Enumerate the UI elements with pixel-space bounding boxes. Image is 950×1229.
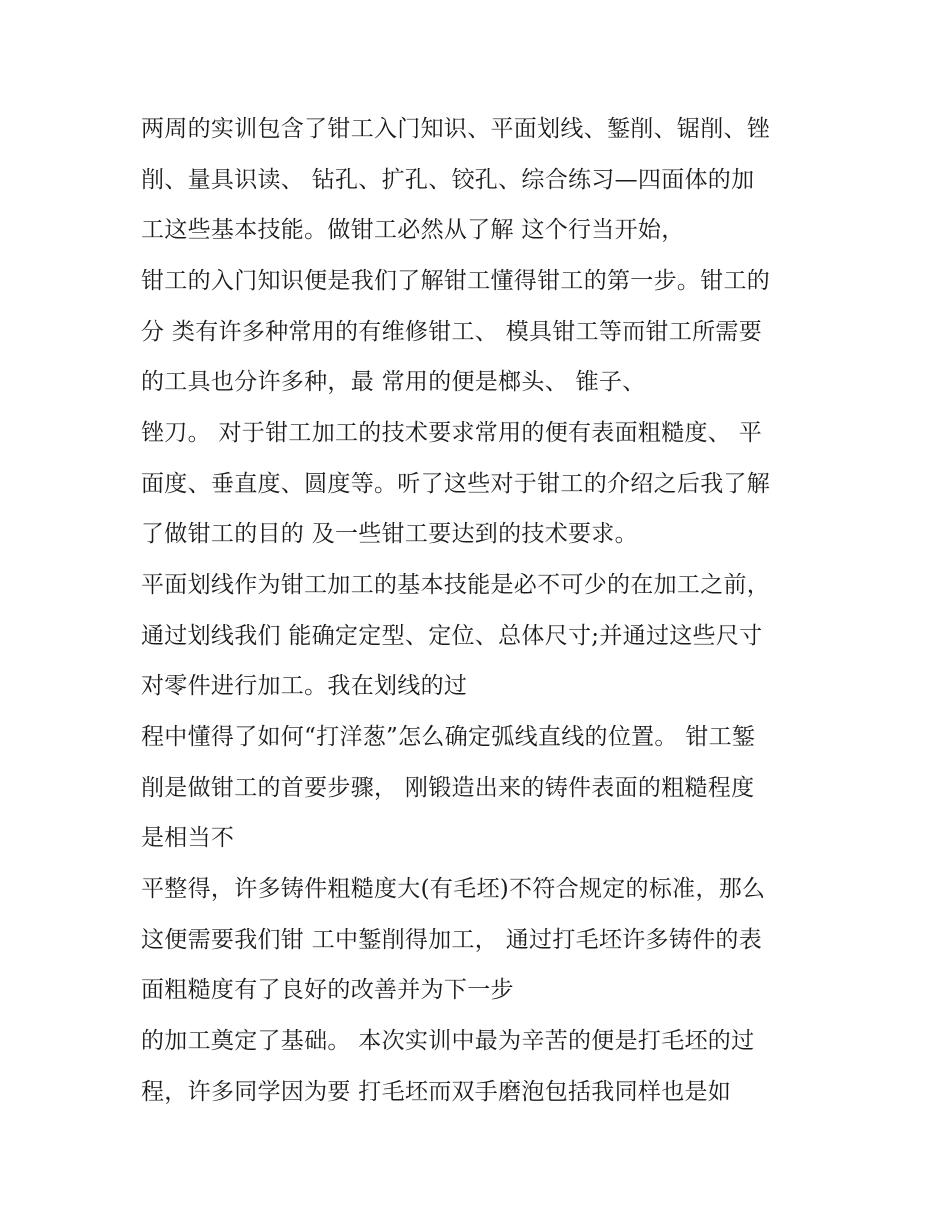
text-line: 锉刀。 对于钳工加工的技术要求常用的便有表面粗糙度、 平 [141,420,763,446]
text-line: 是相当不 [141,825,235,851]
text-line: 面粗糙度有了良好的改善并为下一步 [141,977,514,1003]
text-line: 两周的实训包含了钳工入门知识、平面划线、錾削、锯削、锉 [141,116,771,142]
text-line: 工这些基本技能。做钳工必然从了解 这个行当开始， [141,217,685,243]
text-line: 削是做钳工的首要步骤， 刚锻造出来的铸件表面的粗糙程度 [141,775,755,801]
text-line: 对零件进行加工。我在划线的过 [141,673,468,699]
text-line: 平整得，许多铸件粗糙度大(有毛坯)不符合规定的标准，那么 [141,876,766,902]
text-line: 钳工的入门知识便是我们了解钳工懂得钳工的第一步。钳工的 [141,268,771,294]
text-line: 的加工奠定了基础。 本次实训中最为辛苦的便是打毛坯的过 [141,1028,755,1054]
text-line: 了做钳工的目的 及一些钳工要达到的技术要求。 [141,521,638,547]
text-line: 程，许多同学因为要 打毛坯而双手磨泡包括我同样也是如 [141,1079,732,1105]
text-line: 的工具也分许多种，最 常用的便是榔头、 锥子、 [141,369,646,395]
text-line: 通过划线我们 能确定定型、定位、总体尺寸;并通过这些尺寸 [141,623,763,649]
text-line: 削、量具识读、 钻孔、扩孔、铰孔、综合练习—四面体的加 [141,167,755,193]
text-line: 平面划线作为钳工加工的基本技能是必不可少的在加工之前， [141,572,771,598]
text-line: 面度、垂直度、圆度等。听了这些对于钳工的介绍之后我了解 [141,471,771,497]
text-line: 分 类有许多种常用的有维修钳工、 模具钳工等而钳工所需要 [141,319,763,345]
text-line: 这便需要我们钳 工中錾削得加工， 通过打毛坯许多铸件的表 [141,927,763,953]
text-line: 程中懂得了如何“打洋葱”怎么确定弧线直线的位置。 钳工錾 [141,724,756,750]
